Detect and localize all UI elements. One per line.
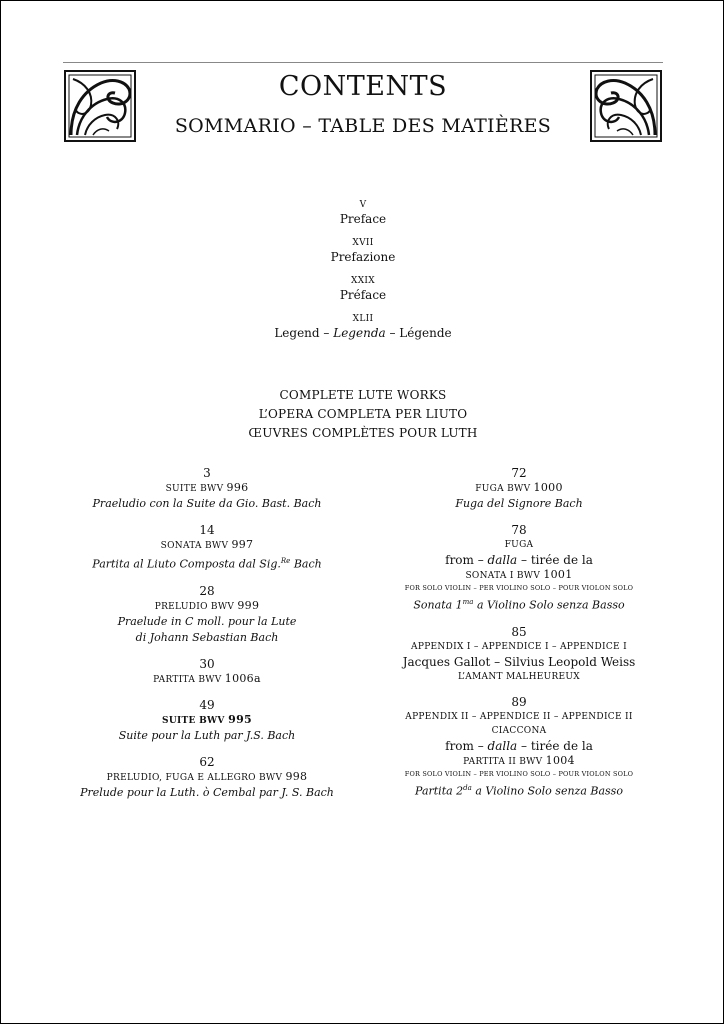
source-part: from – (445, 553, 488, 567)
page-number: V (359, 200, 367, 210)
page-title: CONTENTS (278, 71, 448, 102)
work-subtitle: Praeludio con la Suite da Gio. Bast. Bach (92, 497, 322, 510)
work-subtitle: Prelude pour la Luth. ò Cembal par J. S. Bach (80, 785, 334, 799)
page-number: 72 (511, 466, 527, 480)
work-catalog: SONATA I BWV (465, 571, 544, 581)
toc-entry (47, 465, 367, 512)
front-matter-entry (1, 237, 724, 265)
work-title (47, 770, 367, 785)
subtitle-part: Bach (290, 557, 322, 571)
work-title (47, 538, 367, 553)
entry-title: Prefazione (330, 250, 396, 264)
work-number: 1006a (224, 671, 261, 685)
toc-entry (47, 522, 367, 573)
source-line (359, 738, 679, 754)
work-subtitle: Suite pour la Luth par J.S. Bach (118, 728, 296, 742)
page-number: 28 (199, 583, 215, 598)
page-number: 78 (511, 523, 527, 537)
source-part-italic: dalla (487, 738, 518, 753)
work-title (47, 599, 367, 614)
subtitle-part: a Violino Solo senza Basso (473, 598, 625, 612)
page-subtitle: SOMMARIO – TABLE DES MATIÈRES (174, 115, 552, 137)
contents-column-right (359, 465, 679, 809)
toc-entry (359, 465, 679, 512)
work-subtitle: di Johann Sebastian Bach (135, 630, 279, 644)
page-number: XVII (352, 238, 374, 248)
entry-label: APPENDIX II – APPENDICE II – APPENDICE II (405, 711, 633, 722)
work-catalog: PARTITA II BWV (463, 756, 546, 767)
source-line (359, 552, 679, 568)
toc-entry (359, 624, 679, 684)
source-part: – tirée de la (517, 738, 593, 753)
work-catalog: SUITE BWV (162, 715, 229, 726)
work-title (359, 568, 679, 583)
work-catalog: SUITE BWV (165, 484, 227, 494)
work-number: 999 (237, 598, 260, 612)
work-title (47, 713, 367, 728)
page-number: 14 (199, 523, 215, 537)
heading-line-english: COMPLETE LUTE WORKS (279, 388, 447, 402)
entry-label: APPENDIX I – APPENDICE I – APPENDICE I (411, 641, 627, 652)
work-title: L’AMANT MALHEUREUX (457, 671, 581, 682)
title-part-italic: Legenda (333, 326, 386, 340)
page-number: 49 (199, 697, 215, 712)
front-matter-entry (1, 313, 724, 341)
page-number: XLII (352, 314, 374, 324)
work-catalog: PRELUDIO, FUGA E ALLEGRO BWV (106, 772, 286, 783)
toc-entry (47, 583, 367, 646)
contents-column-left (47, 465, 367, 811)
entry-title: Préface (339, 288, 387, 302)
work-subtitle (359, 594, 679, 614)
entry-title: Preface (339, 212, 387, 226)
toc-entry (359, 522, 679, 614)
subtitle-part: a Violino Solo senza Basso (471, 784, 623, 798)
toc-entry (47, 754, 367, 801)
entry-title (1, 325, 724, 341)
toc-entry (47, 697, 367, 744)
work-subtitle (359, 780, 679, 800)
subtitle-part: Partita al Liuto Composta dal Sig. (92, 557, 281, 571)
entry-label: FUGA (504, 540, 534, 550)
source-part-italic: dalla (487, 553, 518, 567)
title-part: Legend – (274, 326, 334, 340)
subtitle-superscript: Re (280, 557, 291, 565)
source-part: from – (445, 738, 488, 753)
front-matter-entry (1, 199, 724, 227)
work-number: 1004 (545, 753, 575, 767)
front-matter-entry (1, 275, 724, 303)
work-catalog: PARTITA BWV (153, 674, 225, 685)
work-catalog: PRELUDIO BWV (154, 601, 238, 612)
work-title (359, 481, 679, 496)
front-matter-list (1, 199, 724, 351)
work-subtitle (47, 553, 367, 573)
instrument-line: FOR SOLO VIOLIN – PER VIOLINO SOLO – POUR VIOLON SOLO (404, 769, 634, 778)
page-number: 62 (199, 754, 215, 769)
work-catalog: SONATA BWV (160, 541, 232, 551)
source-part: – tirée de la (517, 553, 593, 567)
section-heading (1, 386, 724, 443)
subtitle-superscript: da (463, 783, 472, 792)
work-number: 998 (285, 769, 308, 783)
work-number: 1000 (533, 481, 563, 494)
toc-entry (359, 694, 679, 800)
page-number: 30 (199, 656, 215, 671)
page-number: 3 (203, 466, 211, 480)
subtitle-part: Partita 2 (415, 784, 464, 798)
title-part: – Légende (385, 326, 452, 340)
work-title (47, 672, 367, 687)
work-number: 995 (228, 712, 252, 726)
page-number: XXIX (351, 276, 375, 286)
heading-line-french: ŒUVRES COMPLÈTES POUR LUTH (248, 426, 478, 440)
composers-line: Jacques Gallot – Silvius Leopold Weiss (402, 654, 636, 669)
subtitle-part: Sonata 1 (413, 598, 463, 612)
work-number: 1001 (543, 568, 573, 581)
toc-entry (47, 656, 367, 687)
heading-line-italian: L’OPERA COMPLETA PER LIUTO (258, 407, 468, 421)
instrument-line: FOR SOLO VIOLIN – PER VIOLINO SOLO – POUR VIOLON SOLO (404, 584, 634, 592)
work-subtitle: Fuga del Signore Bach (455, 497, 583, 510)
entry-label: CIACCONA (491, 725, 547, 736)
work-catalog: FUGA BWV (475, 484, 534, 494)
subtitle-superscript: ma (462, 598, 474, 606)
work-number: 997 (231, 538, 254, 551)
page-number: 85 (511, 624, 527, 639)
work-title (47, 481, 367, 496)
top-rule (63, 62, 663, 63)
work-subtitle: Praelude in C moll. pour la Lute (117, 614, 297, 628)
work-title (359, 754, 679, 769)
page-number: 89 (511, 694, 527, 709)
work-number: 996 (226, 481, 249, 494)
